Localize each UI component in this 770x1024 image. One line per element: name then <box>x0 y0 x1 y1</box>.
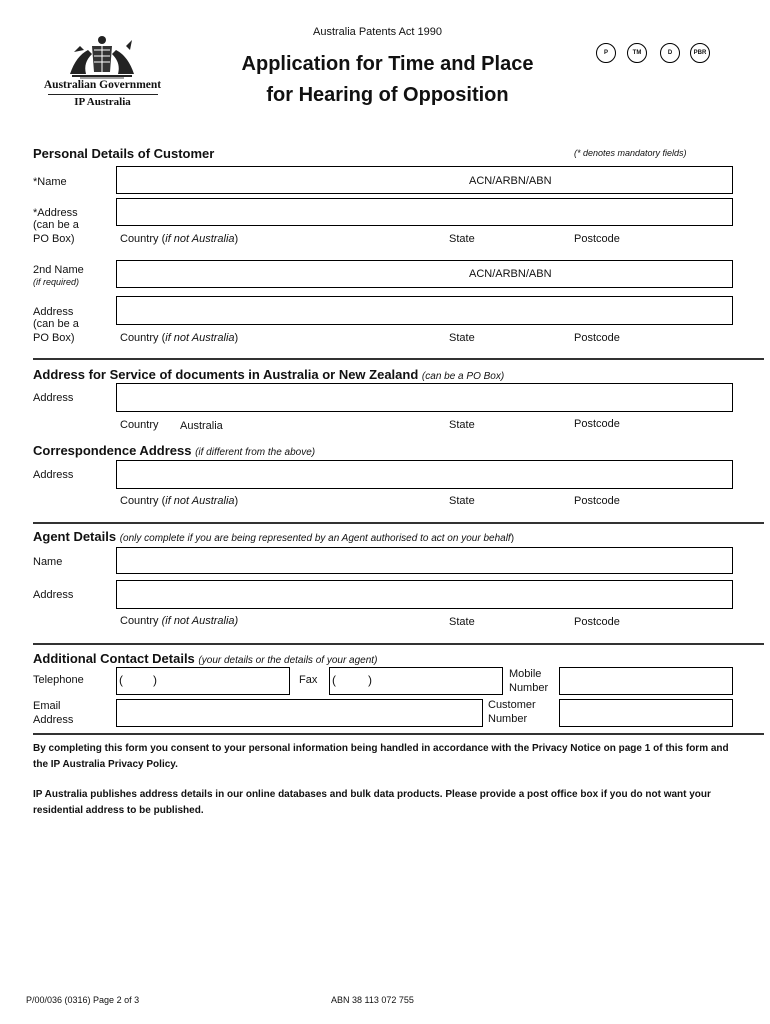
page-title-line-2: for Hearing of Opposition <box>266 84 509 106</box>
postcode-label: Postcode <box>574 233 620 245</box>
mobile-label-line: Mobile <box>509 668 542 680</box>
service-state-label: State <box>449 419 475 431</box>
agent-postcode-label: Postcode <box>574 616 620 628</box>
correspondence-state-label: State <box>449 495 475 507</box>
fax-paren-close: ) <box>368 673 372 687</box>
second-name-field[interactable] <box>116 260 733 288</box>
section-divider <box>33 358 764 360</box>
address-2-label <box>33 306 79 344</box>
country-hint: if not Australia <box>165 332 235 344</box>
section-divider <box>33 643 764 645</box>
telephone-paren-close: ) <box>153 673 157 687</box>
telephone-field[interactable] <box>116 667 290 695</box>
second-name-label <box>33 264 84 288</box>
service-postcode-label: Postcode <box>574 418 620 430</box>
email-label-line: Email <box>33 700 61 712</box>
contact-heading <box>33 651 377 666</box>
customer-number-label-line: Customer <box>488 699 536 711</box>
privacy-notice: By completing this form you consent to your personal information being handled in accordance with the Privacy Notice on page 1 of this form and the IP Australia Privacy Policy. <box>33 743 729 770</box>
mobile-label <box>509 667 548 695</box>
agent-country-label <box>120 615 238 627</box>
state-2-label: State <box>449 332 475 344</box>
government-logo <box>40 32 165 112</box>
customer-number-label <box>488 698 536 726</box>
agent-state-label: State <box>449 616 475 628</box>
agent-name-label: Name <box>33 556 63 568</box>
country-hint: (if not Australia) <box>161 615 239 627</box>
personal-details-heading: Personal Details of Customer <box>33 146 215 161</box>
badge-plant-breeders: PBR <box>690 43 710 63</box>
country-close: ) <box>234 495 239 507</box>
address-label <box>33 207 79 245</box>
logo-ip-text: IP Australia <box>74 96 131 108</box>
section-divider <box>33 522 764 524</box>
service-address-label: Address <box>33 392 74 404</box>
name-label: *Name <box>33 176 67 188</box>
badge-design: D <box>660 43 680 63</box>
second-name-text: 2nd Name <box>33 264 84 276</box>
agent-hint: (only complete if you are being represented by an Agent authorised to act on your behalf <box>119 533 511 544</box>
agent-address-label: Address <box>33 589 74 601</box>
email-label-line: Address <box>33 714 74 726</box>
correspondence-address-label: Address <box>33 469 74 481</box>
country-text: Country ( <box>120 332 166 344</box>
section-divider <box>33 733 764 735</box>
fax-paren-open: ( <box>332 673 336 687</box>
contact-heading-text: Additional Contact Details <box>33 651 195 666</box>
name-field[interactable] <box>116 166 733 194</box>
country-close: ) <box>234 332 239 344</box>
address-field[interactable] <box>116 198 733 226</box>
mobile-field[interactable] <box>559 667 733 695</box>
acn-label: ACN/ARBN/ABN <box>469 175 552 187</box>
address-2-field[interactable] <box>116 296 733 325</box>
telephone-paren-open: ( <box>119 673 123 687</box>
state-label: State <box>449 233 475 245</box>
address-2-label-line: Address <box>33 306 74 318</box>
service-country-label: Country <box>120 419 159 431</box>
agent-heading-text: Agent Details <box>33 529 117 544</box>
abn-footer: ABN 38 113 072 755 <box>331 995 414 1005</box>
acn-label-2: ACN/ARBN/ABN <box>469 268 552 280</box>
address-2-label-line: PO Box) <box>33 332 75 344</box>
logo-government-text: Australian Government <box>43 79 162 91</box>
country-close: ) <box>234 233 239 245</box>
service-hint: (can be a PO Box) <box>421 371 505 382</box>
page-title-line-1: Application for Time and Place <box>241 53 534 75</box>
badge-trademark: TM <box>627 43 647 63</box>
country-text: Country ( <box>120 495 166 507</box>
telephone-label: Telephone <box>33 674 84 686</box>
publish-notice: IP Australia publishes address details in our online databases and bulk data products. Please provide a post office box if you do not want your residential address to be published. <box>33 789 711 816</box>
logo-divider <box>48 94 158 95</box>
mobile-label-line: Number <box>509 682 549 694</box>
act-title: Australia Patents Act 1990 <box>312 26 443 38</box>
correspondence-country-label <box>120 495 238 507</box>
agent-heading <box>33 529 514 544</box>
coat-of-arms-icon <box>40 32 165 82</box>
country-text: Country ( <box>120 233 166 245</box>
correspondence-hint: (if different from the above) <box>195 447 316 458</box>
contact-hint: (your details or the details of your agent) <box>198 655 378 666</box>
correspondence-postcode-label: Postcode <box>574 495 620 507</box>
country-label <box>120 233 238 245</box>
email-label <box>33 699 73 727</box>
second-name-hint: (if required) <box>33 277 80 287</box>
address-label-line: *Address <box>33 207 78 219</box>
customer-number-field[interactable] <box>559 699 733 727</box>
correspondence-heading-text: Correspondence Address <box>33 443 192 458</box>
customer-number-label-line: Number <box>488 713 528 725</box>
service-country-value: Australia <box>180 420 223 432</box>
correspondence-address-field[interactable] <box>116 460 733 489</box>
email-field[interactable] <box>116 699 483 727</box>
mandatory-note: (* denotes mandatory fields) <box>574 148 687 158</box>
country-2-label <box>120 332 238 344</box>
service-heading-text: Address for Service of documents in Australia or New Zealand <box>33 367 419 382</box>
address-label-line: PO Box) <box>33 233 75 245</box>
service-address-field[interactable] <box>116 383 733 412</box>
fax-field[interactable] <box>329 667 503 695</box>
country-hint: if not Australia <box>165 233 235 245</box>
fax-label: Fax <box>299 674 318 686</box>
address-2-label-line: (can be a <box>33 318 79 330</box>
address-label-line: (can be a <box>33 219 79 231</box>
badge-patent: P <box>596 43 616 63</box>
form-code: P/00/036 (0316) Page 2 of 3 <box>26 995 140 1005</box>
postcode-2-label: Postcode <box>574 332 620 344</box>
agent-address-field[interactable] <box>116 580 733 609</box>
service-heading <box>33 367 504 382</box>
country-hint: if not Australia <box>165 495 235 507</box>
agent-name-field[interactable] <box>116 547 733 574</box>
correspondence-heading <box>33 443 315 458</box>
country-text: Country <box>120 615 159 627</box>
agent-hint-close: ) <box>510 533 515 544</box>
